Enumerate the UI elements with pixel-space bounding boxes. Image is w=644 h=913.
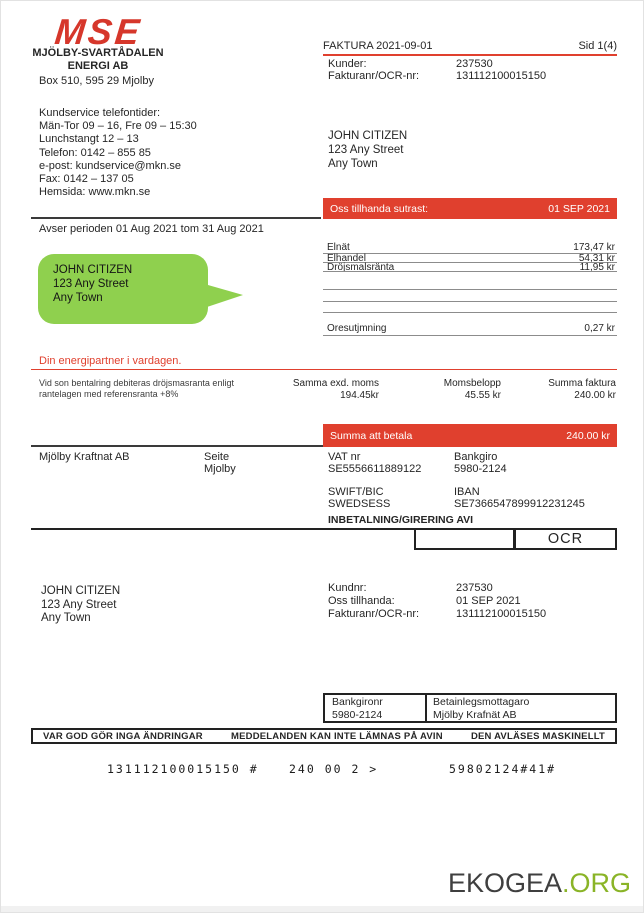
total-vat-amount [389, 378, 501, 402]
footer-left-text: VAR GOD GÖR INGA ÄNDRINGAR [43, 730, 203, 742]
due-date-label: Oss tillhanda sutrast: [330, 202, 429, 215]
invoice-ocr-value: 131112100015150 [456, 70, 547, 82]
bankgironr-header: Bankgironr [332, 696, 383, 708]
total-value: 240.00 kr [574, 390, 616, 401]
customer-number-value: 237530 [456, 58, 493, 70]
bottom-edge-strip [1, 906, 644, 913]
ocr-line-reference: 131112100015150 # [107, 762, 259, 776]
avi-title: INBETALNING/GIRERING AVI [328, 514, 474, 526]
invoice-ocr-row [328, 70, 617, 82]
service-line: Kundservice telefontider: [39, 107, 161, 119]
customer-number-label: Kunder: [328, 58, 367, 70]
tagline: Din energipartner i vardagen. [39, 355, 182, 367]
total-invoice-sum [504, 378, 616, 402]
slip-recipient-street: 123 Any Street [41, 598, 117, 611]
bubble-address [53, 263, 132, 305]
ekogea-watermark [448, 868, 631, 899]
recipient-name: JOHN CITIZEN [328, 130, 408, 142]
footer-center-text: MEDDELANDEN KAN INTE LÄMNAS PÅ AVIN [231, 730, 443, 742]
seat-value: Mjolby [204, 463, 236, 475]
line-item-elnat [323, 242, 617, 253]
avi-empty-box [414, 528, 515, 550]
total-excl-vat [267, 378, 379, 402]
bankgiro-value: 5980-2124 [454, 463, 507, 475]
service-line: Telefon: 0142 – 855 85 [39, 146, 151, 159]
slip-ocr-row [328, 608, 617, 620]
ocr-line-account: 59802124#41# [449, 762, 557, 776]
pay-divider [31, 445, 323, 447]
vat-value: SE5556611889122 [328, 463, 422, 475]
service-line: Fax: 0142 – 137 05 [39, 173, 134, 186]
late-fee-note-line2: rantelagen med referensranta +8% [39, 388, 179, 399]
payee-value: Mjölby Krafnät AB [433, 709, 517, 721]
line-item-label: Elnät [327, 242, 350, 253]
mse-logo: MSE [52, 11, 145, 52]
item-rule [323, 271, 617, 272]
ekogea-name: EKOGEA [447, 868, 562, 898]
slip-recipient-town: Any Town [41, 612, 91, 624]
ekogea-tld: .ORG [561, 868, 631, 898]
footer-right-text: DEN AVLÄSES MASKINELLT [470, 730, 605, 742]
invoice-header [323, 40, 617, 52]
page-indicator: Sid 1(4) [578, 40, 617, 52]
service-line: Män-Tor 09 – 16, Fre 09 – 15:30 [39, 120, 197, 133]
company-name-line1: MJÖLBY-SVARTÅDALEN [32, 47, 164, 59]
slip-recipient-address [41, 585, 120, 626]
header-red-rule [323, 54, 617, 56]
bankgiro-table-divider [425, 695, 427, 721]
line-item-rounding [323, 323, 617, 334]
customer-number-row [328, 58, 617, 70]
slip-customer-row [328, 582, 617, 594]
iban-value: SE7366547899912231245 [454, 498, 585, 510]
bankgironr-value: 5980-2124 [332, 709, 383, 721]
bubble-street: 123 Any Street [53, 278, 129, 290]
invoice-title: FAKTURA 2021-09-01 [323, 40, 433, 52]
total-label: Momsbelopp [443, 378, 501, 389]
slip-customer-value: 237530 [456, 582, 493, 594]
payee-name: Mjölby Kraftnat AB [39, 451, 130, 463]
slip-ocr-label: Fakturanr/OCR-nr: [328, 608, 420, 620]
late-fee-note-line1: Vid son bentalring debiteras dröjsmasranta enligt [39, 378, 234, 388]
pay-label: Summa att betala [330, 429, 413, 442]
due-date-value: 01 SEP 2021 [548, 202, 610, 215]
total-label: Samma exd. moms [292, 378, 379, 389]
slip-recipient-name: JOHN CITIZEN [41, 585, 121, 597]
total-value: 194.45kr [340, 390, 379, 401]
line-item-amount: 173,47 kr [573, 242, 615, 253]
line-item-label: Elhandel [327, 253, 366, 264]
service-line: Hemsida: www.mkn.se [39, 186, 151, 199]
recipient-street: 123 Any Street [328, 144, 404, 156]
slip-customer-label: Kundnr: [328, 582, 367, 594]
empty-line-row [323, 301, 617, 302]
slip-due-label: Oss tillhanda: [328, 595, 395, 607]
vat-label: VAT nr [328, 451, 361, 463]
tagline-red-rule [31, 369, 617, 370]
recipient-town: Any Town [328, 158, 378, 170]
service-line: e-post: kundservice@mkn.se [39, 159, 182, 172]
total-value: 45.55 kr [464, 390, 501, 401]
line-item-amount: 54,31 kr [578, 253, 615, 264]
service-line: Lunchstangt 12 – 13 [39, 133, 139, 146]
line-item-amount: 11,95 kr [579, 262, 615, 273]
bankgiro-table [323, 693, 617, 723]
pay-value: 240.00 kr [566, 429, 610, 442]
line-item-label: Dröjsmalsränta [327, 262, 395, 273]
footer-instruction-bar [31, 728, 617, 744]
payee-header: Betainlegsmottagaro [433, 696, 530, 708]
customer-service-block [39, 107, 197, 199]
iban-label: IBAN [454, 486, 480, 498]
speech-bubble-tail [201, 283, 243, 309]
line-item-amount: 0,27 kr [584, 323, 615, 334]
amount-to-pay-banner [323, 424, 617, 447]
company-name [14, 47, 182, 73]
slip-ocr-value: 131112100015150 [456, 608, 547, 620]
empty-line-row [323, 312, 617, 313]
period-divider [31, 217, 321, 219]
company-po-box: Box 510, 595 29 Mjolby [39, 75, 154, 87]
slip-due-value: 01 SEP 2021 [456, 595, 521, 607]
swift-value: SWEDSESS [328, 498, 391, 510]
invoice-ocr-label: Fakturanr/OCR-nr: [328, 70, 420, 82]
seat-label: Seite [204, 451, 230, 463]
late-fee-note [39, 378, 234, 399]
item-rule [323, 335, 617, 336]
bubble-town: Any Town [53, 292, 103, 304]
bubble-name: JOHN CITIZEN [53, 264, 133, 276]
recipient-address [328, 129, 407, 171]
empty-line-row [323, 289, 617, 290]
bankgiro-label: Bankgiro [454, 451, 498, 463]
slip-due-row [328, 595, 617, 607]
company-name-line2: ENERGI AB [67, 60, 129, 72]
ocr-line-amount: 240 00 2 > [289, 762, 379, 776]
line-item-label: Oresutjmning [327, 323, 387, 334]
ocr-box: OCR [514, 528, 617, 550]
total-label: Summa faktura [548, 378, 616, 389]
billing-period: Avser perioden 01 Aug 2021 tom 31 Aug 2021 [39, 223, 264, 235]
due-date-banner [323, 198, 617, 219]
swift-label: SWIFT/BIC [328, 486, 384, 498]
